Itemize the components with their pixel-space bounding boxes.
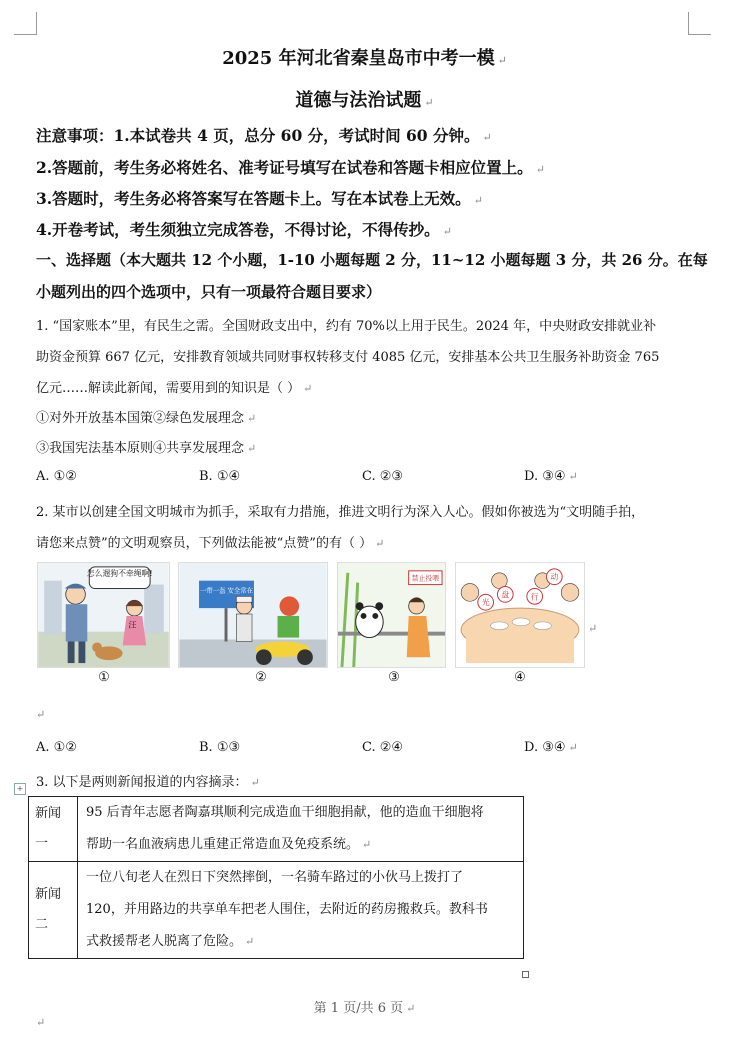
picture-label-3: ③ bbox=[388, 670, 400, 685]
section-heading-line2: 小题列出的四个选项中，只有一项最符合题目要求） bbox=[36, 283, 382, 301]
news-2-label: 新闻 二 bbox=[29, 862, 78, 959]
speech-bubble-text-a: 怎么遛狗不牵绳啊! bbox=[86, 568, 153, 578]
q1-option-b: B. ①④ bbox=[199, 469, 241, 484]
cartoon-helmet-traffic-picture bbox=[178, 562, 328, 668]
news-1-label: 新闻 一 bbox=[29, 797, 78, 862]
dog-name-text: 汪 bbox=[128, 620, 137, 630]
q1-item-1: ①对外开放基本国策②绿色发展理念 ↵ bbox=[36, 411, 257, 426]
notice-2: 2.答题前，考生务必将姓名、准考证号填写在试卷和答题卡相应位置上。 ↵ bbox=[36, 158, 545, 177]
picture-label-2: ② bbox=[255, 670, 267, 685]
q1-option-a: A. ①② bbox=[36, 469, 77, 484]
picture-label-1: ① bbox=[98, 670, 110, 685]
paragraph-mark: ↵ bbox=[588, 622, 598, 635]
q2-option-c: C. ②④ bbox=[362, 740, 404, 755]
exam-subtitle: 道德与法治试题 ↵ bbox=[295, 90, 434, 111]
crop-mark-top-left bbox=[14, 12, 37, 35]
notice-1: 注意事项：1.本试卷共 4 页，总分 60 分，考试时间 60 分钟。 ↵ bbox=[36, 126, 492, 145]
q2-option-b: B. ①③ bbox=[199, 740, 241, 755]
table-row bbox=[29, 862, 524, 959]
page-footer: 第 1 页/共 6 页 ↵ bbox=[313, 1001, 416, 1016]
plate-text-xing: 行 bbox=[530, 592, 539, 602]
table-row bbox=[29, 797, 524, 862]
plate-text-guang: 光 bbox=[481, 598, 490, 608]
q1-text-line2: 助资金预算 667 亿元，安排教育领域共同财事权转移支付 4085 亿元，安排基本公共卫生服务补助资金 765 bbox=[36, 350, 660, 365]
section-heading-line1: 一、选择题（本大题共 12 个小题，1-10 小题每题 2 分，11~12 小题每题 3 分，共 26 分。在每 bbox=[36, 251, 708, 269]
q1-text-line3: 亿元……解读此新闻，需要用到的知识是（ ） ↵ bbox=[36, 381, 313, 396]
crop-mark-top-right bbox=[688, 12, 711, 35]
exam-title: 2025 年河北省秦皇岛市中考一模 ↵ bbox=[222, 48, 507, 69]
plate-text-pan: 盘 bbox=[501, 590, 510, 600]
paragraph-mark: ↵ bbox=[36, 708, 46, 721]
news-1-content: 95 后青年志愿者陶嘉琪顺利完成造血干细胞捐献，他的造血干细胞将 帮助一名血液病患儿重建正常造血及免疫系统。 ↵ bbox=[78, 797, 524, 862]
table-move-handle[interactable]: + bbox=[14, 783, 26, 795]
q1-item-2: ③我国宪法基本原则④共享发展理念 ↵ bbox=[36, 441, 257, 456]
helmet-banner-text: 一带一盔 安全常在 bbox=[200, 586, 253, 595]
notice-4: 4.开卷考试，考生须独立完成答卷，不得讨论，不得传抄。 ↵ bbox=[36, 220, 452, 239]
q1-option-d: D. ③④ ↵ bbox=[524, 469, 578, 484]
q2-option-d: D. ③④ ↵ bbox=[524, 740, 578, 755]
cartoon-no-feeding-panda-picture bbox=[337, 562, 446, 668]
q2-option-a: A. ①② bbox=[36, 740, 77, 755]
q1-text-line1: 1. “国家账本”里，有民生之需。全国财政支出中，约有 70%以上用于民生。2024 年，中央财政安排就业补 bbox=[36, 319, 657, 334]
q3-intro: 3. 以下是两则新闻报道的内容摘录： ↵ bbox=[36, 775, 260, 790]
table-resize-handle[interactable] bbox=[522, 971, 529, 978]
no-feeding-sign-text: 禁止投喂 bbox=[411, 574, 440, 583]
cartoon-unleashed-dog-picture bbox=[37, 562, 170, 668]
news-2-content: 一位八旬老人在烈日下突然摔倒，一名骑车路过的小伙马上拨打了 120，并用路边的共享单车把老人围住，去附近的药房搬救兵。教科书 式救援帮老人脱离了危险。 ↵ bbox=[78, 862, 524, 959]
picture-label-4: ④ bbox=[514, 670, 526, 685]
news-table bbox=[28, 796, 524, 959]
plate-text-dong: 动 bbox=[550, 572, 559, 582]
notice-3: 3.答题时，考生务必将答案写在答题卡上。写在本试卷上无效。 ↵ bbox=[36, 189, 483, 208]
q2-text-line1: 2. 某市以创建全国文明城市为抓手，采取有力措施，推进文明行为深入人心。假如你被选为“文明随手拍， bbox=[36, 505, 645, 520]
paragraph-mark: ↵ bbox=[36, 1016, 46, 1029]
cartoon-clean-plate-picture bbox=[455, 562, 585, 668]
q2-text-line2: 请您来点赞”的文明观察员，下列做法能被“点赞”的有（ ） ↵ bbox=[36, 536, 385, 551]
q1-option-c: C. ②③ bbox=[362, 469, 404, 484]
